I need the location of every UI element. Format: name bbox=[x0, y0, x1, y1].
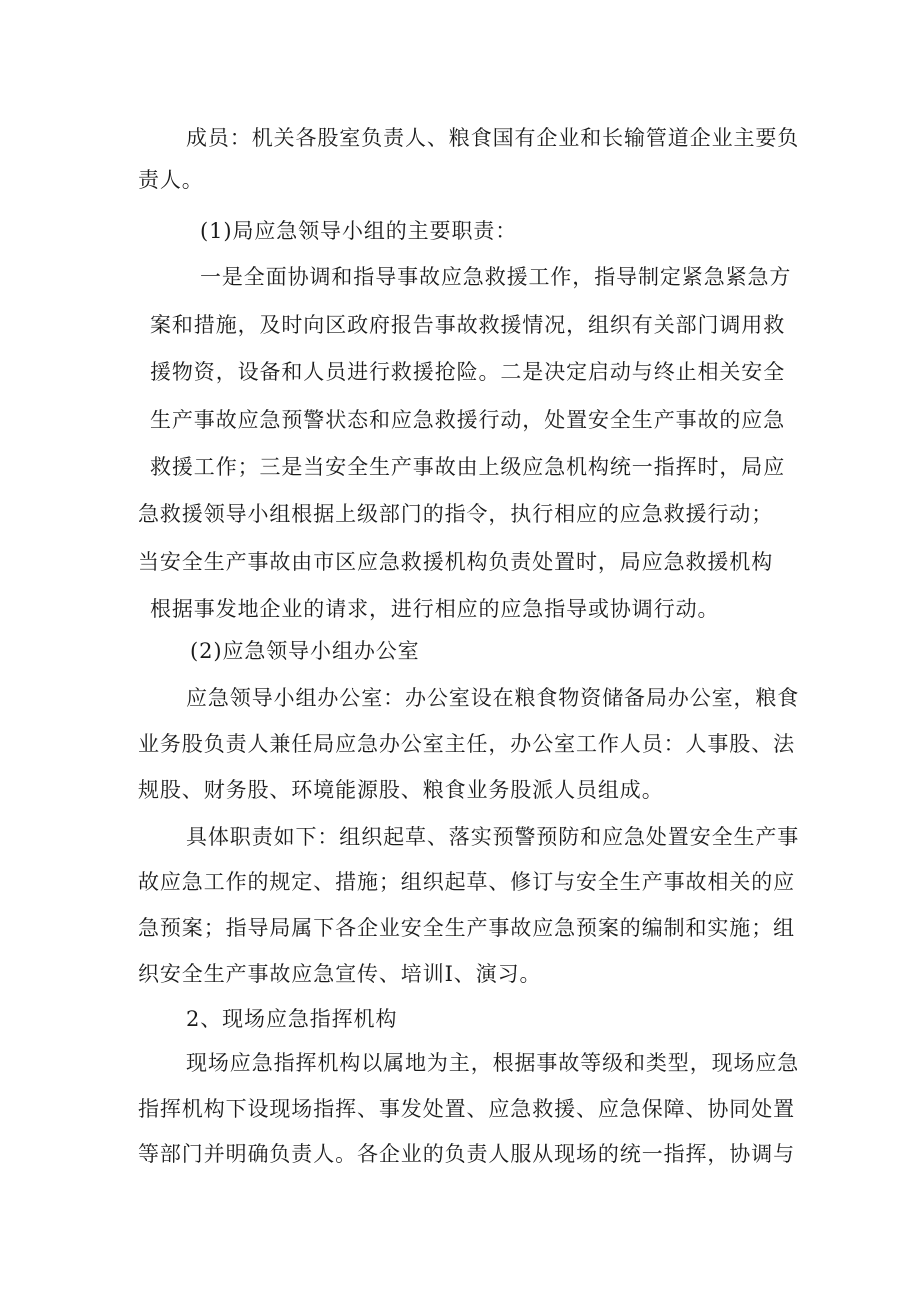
duties-1-line-4: 生产事故应急预警状态和应急救援行动，处置安全生产事故的应急 bbox=[150, 408, 786, 432]
section-heading-3: 2、现场应急指挥机构 bbox=[186, 1007, 398, 1031]
duties-1-line-5: 救援工作；三是当安全生产事故由上级应急机构统一指挥时，局应 bbox=[150, 455, 786, 479]
members-line-2: 责人。 bbox=[138, 168, 204, 192]
duties-2-line-4: 织安全生产事故应急宣传、培训Ⅰ、演习。 bbox=[138, 962, 542, 986]
office-line-2: 业务股负责人兼任局应急办公室主任，办公室工作人员：人事股、法 bbox=[138, 732, 795, 756]
duties-2-line-1: 具体职责如下：组织起草、落实预警预防和应急处置安全生产事 bbox=[186, 825, 800, 849]
field-line-3: 等部门并明确负责人。各企业的负责人服从现场的统一指挥，协调与 bbox=[138, 1142, 795, 1166]
duties-1-line-2: 案和措施，及时向区政府报告事故救援情况，组织有关部门调用救 bbox=[150, 313, 786, 337]
duties-1-line-8: 根据事发地企业的请求，进行相应的应急指导或协调行动。 bbox=[150, 597, 720, 621]
duties-1-line-6: 急救援领导小组根据上级部门的指令，执行相应的应急救援行动； bbox=[138, 502, 774, 526]
section-heading-2: (2)应急领导小组办公室 bbox=[190, 639, 420, 663]
duties-1-line-3: 援物资，设备和人员进行救援抢险。二是决定启动与终止相关安全 bbox=[150, 360, 786, 384]
section-heading-1: (1)局应急领导小组的主要职责： bbox=[200, 219, 518, 243]
duties-2-line-3: 急预案；指导局属下各企业安全生产事故应急预案的编制和实施；组 bbox=[138, 916, 795, 940]
duties-1-line-7: 当安全生产事故由市区应急救援机构负责处置时，局应急救援机构 bbox=[138, 550, 774, 574]
field-line-1: 现场应急指挥机构以属地为主，根据事故等级和类型，现场应急 bbox=[186, 1051, 800, 1075]
members-line-1: 成员：机关各股室负责人、粮食国有企业和长输管道企业主要负 bbox=[186, 126, 800, 150]
duties-1-line-1: 一是全面协调和指导事故应急救援工作，指导制定紧急紧急方 bbox=[200, 265, 792, 289]
office-line-1: 应急领导小组办公室：办公室设在粮食物资储备局办公室，粮食 bbox=[186, 686, 800, 710]
office-line-3: 规股、财务股、环境能源股、粮食业务股派人员组成。 bbox=[138, 778, 664, 802]
field-line-2: 指挥机构下设现场指挥、事发处置、应急救援、应急保障、协同处置 bbox=[138, 1097, 795, 1121]
duties-2-line-2: 故应急工作的规定、措施；组织起草、修订与安全生产事故相关的应 bbox=[138, 870, 795, 894]
